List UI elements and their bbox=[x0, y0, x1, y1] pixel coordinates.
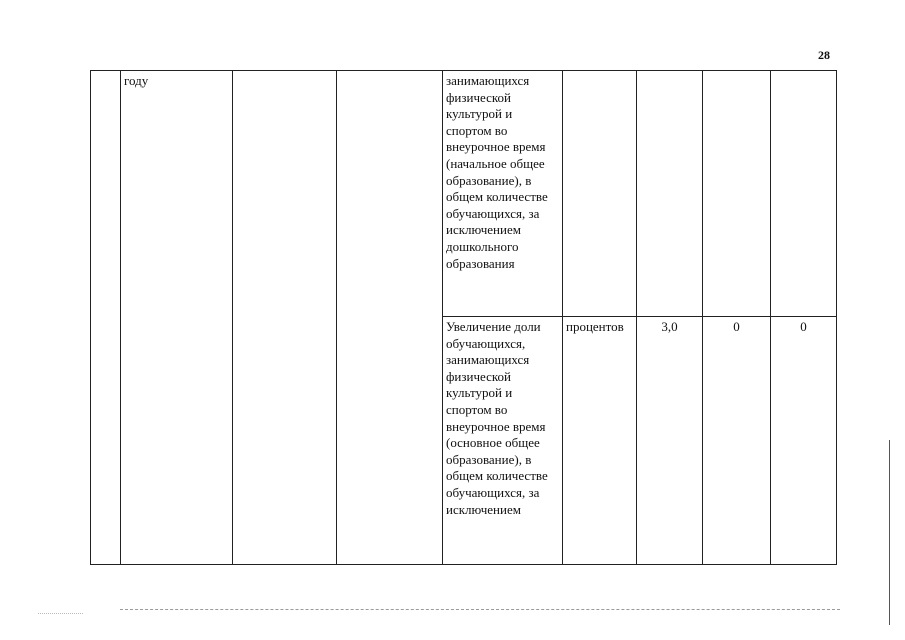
empty-cell bbox=[233, 71, 337, 565]
indicator-cell: Увеличение доли обучающихся, занимающихся физической культурой и спортом во внеурочное время (основное общее образование), в общем количестве обучающихся, за исключением bbox=[443, 317, 563, 565]
table-row bbox=[91, 71, 837, 317]
value-cell bbox=[637, 71, 703, 317]
scan-artifact-line bbox=[38, 613, 83, 614]
data-table bbox=[90, 70, 837, 565]
page-number: 28 bbox=[818, 48, 830, 62]
value-cell: 0 bbox=[703, 317, 771, 565]
scan-edge-mark bbox=[889, 440, 890, 625]
scan-artifact-line bbox=[120, 609, 840, 610]
indicator-cell: занимающихся физической культурой и спортом во внеурочное время (начальное общее образование), в общем количестве обучающихся, за исключением дошкольного образования bbox=[443, 71, 563, 317]
value-cell bbox=[703, 71, 771, 317]
value-cell: 3,0 bbox=[637, 317, 703, 565]
unit-cell bbox=[563, 71, 637, 317]
value-cell: 0 bbox=[771, 317, 837, 565]
value-cell bbox=[771, 71, 837, 317]
empty-cell bbox=[337, 71, 443, 565]
number-cell bbox=[91, 71, 121, 565]
unit-cell: процентов bbox=[563, 317, 637, 565]
program-cell: году bbox=[121, 71, 233, 565]
